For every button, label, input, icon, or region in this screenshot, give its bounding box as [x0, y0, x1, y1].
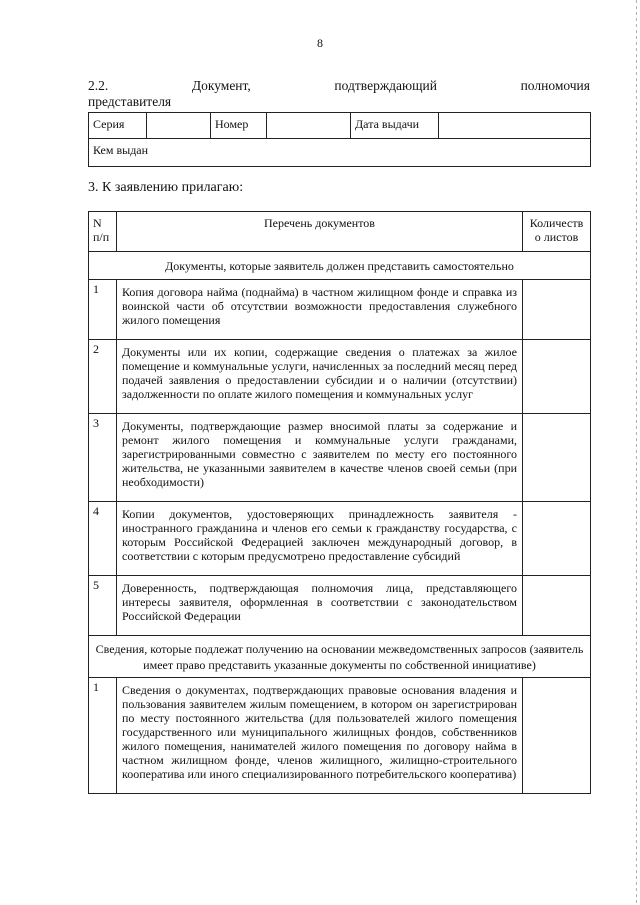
representative-document-table	[88, 112, 591, 167]
table-header-row	[89, 212, 591, 252]
section-word-2: подтверждающий	[334, 78, 437, 93]
row-count-field[interactable]	[523, 576, 591, 636]
row-count-field[interactable]	[523, 414, 591, 502]
date-label: Дата выдачи	[351, 113, 439, 139]
section-heading-line1	[88, 78, 590, 94]
row-num: 2	[89, 340, 117, 414]
header-num: N п/п	[89, 212, 117, 252]
row-text: Документы, подтверждающие размер вносимой платы за содержание и ремонт жилого помещения и коммунальные услуги гражданами, зарегистрированными совместно с заявителем по месту его постоянного жительства, не указанными заявителем в качестве членов своей семьи (при необходимости)	[117, 414, 523, 502]
header-count: Количеств о листов	[523, 212, 591, 252]
series-field[interactable]	[147, 113, 211, 139]
section-word-1: Документ,	[191, 78, 251, 93]
section-heading	[88, 78, 590, 110]
row-count-field[interactable]	[523, 340, 591, 414]
section-word-3: полномочия	[520, 78, 590, 93]
row-text: Копия договора найма (поднайма) в частном жилищном фонде и справка из воинской части об отсутствии возможности предоставления служебного жилого помещения	[117, 280, 523, 340]
table-row	[89, 280, 591, 340]
row-count-field[interactable]	[523, 678, 591, 794]
attach-title: 3. К заявлению прилагаю:	[88, 180, 244, 195]
row-text: Доверенность, подтверждающая полномочия лица, представляющего интересы заявителя, оформленная в соответствии с законодательством Российской Федерации	[117, 576, 523, 636]
table-row	[89, 678, 591, 794]
scan-edge-decoration	[636, 0, 637, 905]
section1-title: Документы, которые заявитель должен представить самостоятельно	[89, 252, 591, 280]
documents-table	[88, 211, 591, 794]
row-num: 1	[89, 678, 117, 794]
page-number: 8	[317, 36, 323, 50]
row-text: Сведения о документах, подтверждающих правовые основания владения и пользования заявителем жилым помещением, в котором он зарегистрирован по месту постоянного жительства (для пользователей жилого помещения государственного или муниципального жилищных фондов, собственников жилого помещения, нанимателей жилого помещения по договору найма в частном жилищном фонде, членов жилищного, жилищно-строительного кооператива или иного специализированного потребительского кооператива)	[117, 678, 523, 794]
date-field[interactable]	[439, 113, 591, 139]
row-num: 4	[89, 502, 117, 576]
table-row	[89, 502, 591, 576]
row-count-field[interactable]	[523, 502, 591, 576]
header-list: Перечень документов	[117, 212, 523, 252]
row-text: Документы или их копии, содержащие сведения о платежах за жилое помещение и коммунальные услуги, начисленных за последний месяц перед подачей заявления о предоставлении субсидии и о наличии (отсутствии) задолженности по оплате жилого помещения и коммунальных услуг	[117, 340, 523, 414]
section1-row	[89, 252, 591, 280]
row-num: 5	[89, 576, 117, 636]
number-field[interactable]	[267, 113, 351, 139]
number-label: Номер	[211, 113, 267, 139]
section-heading-line2: представителя	[88, 94, 172, 109]
table-row	[89, 576, 591, 636]
row-count-field[interactable]	[523, 280, 591, 340]
section2-row	[89, 636, 591, 678]
row-num: 3	[89, 414, 117, 502]
table-row	[89, 340, 591, 414]
section-number: 2.2.	[88, 78, 109, 93]
section2-title: Сведения, которые подлежат получению на основании межведомственных запросов (заявитель имеет право представить указанные документы по собственной инициативе)	[89, 636, 591, 678]
row-text: Копии документов, удостоверяющих принадлежность заявителя - иностранного гражданина и членов его семьи к гражданству государства, с которым Российской Федерацией заключен международный договор, в соответствии с которым предусмотрено предоставление субсидий	[117, 502, 523, 576]
row-num: 1	[89, 280, 117, 340]
series-label: Серия	[89, 113, 147, 139]
issued-by-label: Кем выдан	[93, 143, 149, 157]
table-row	[89, 414, 591, 502]
issued-by-field[interactable]	[89, 139, 591, 167]
